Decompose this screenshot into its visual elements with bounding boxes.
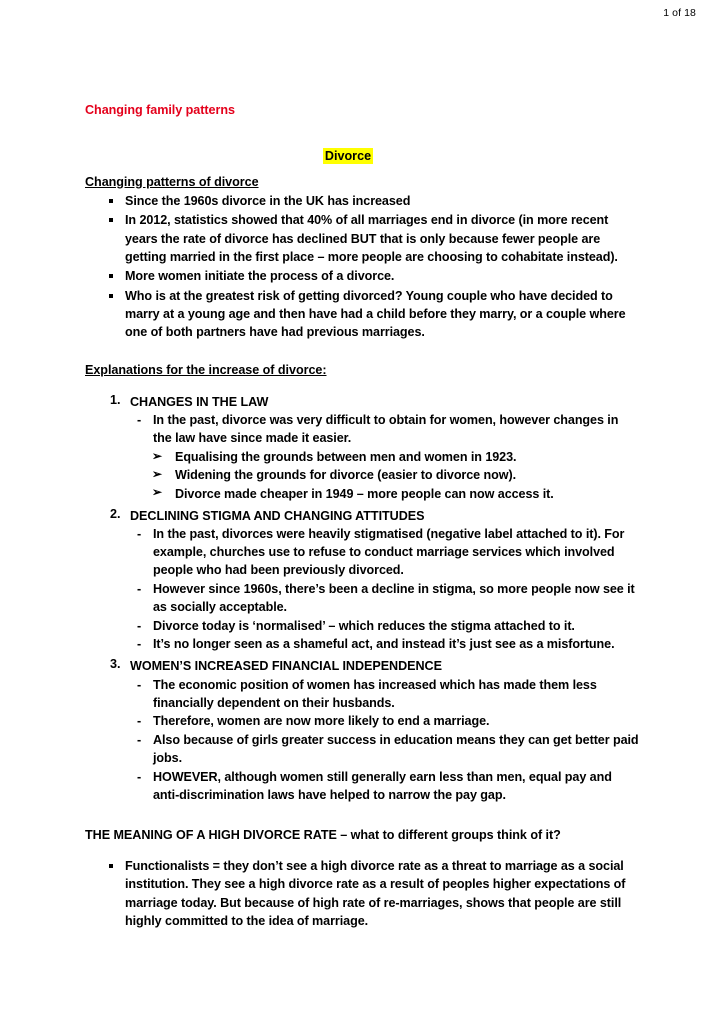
list-item: Since the 1960s divorce in the UK has increased (85, 192, 639, 210)
explanations-numbered-list (85, 393, 639, 804)
explanation-dash-list (130, 525, 639, 653)
changing-patterns-bullet-list (85, 192, 639, 342)
list-item: - HOWEVER, although women still generally earn less than men, equal pay and anti-discrimination laws have helped to narrow the pay gap. (130, 768, 639, 804)
topic-heading-highlight: Divorce (324, 148, 372, 163)
explanation-dash-list (130, 411, 639, 447)
section-heading-changing-patterns: Changing patterns of divorce (85, 174, 259, 189)
perspective-label: Functionalists (125, 859, 210, 874)
list-item (85, 857, 639, 930)
explanation-title: DECLINING STIGMA AND CHANGING ATTITUDES (130, 508, 425, 523)
perspective-text: = they don’t see a high divorce rate as a threat to marriage as a social institution. They see a high divorce rate as a result of peoples higher expectations of marriage today. But because of high rate of re-marriages, shows that people are still highly committed to the idea of marriage. (125, 859, 626, 928)
explanation-item-2 (85, 507, 639, 654)
list-item: ➢ Equalising the grounds between men and women in 1923. (130, 448, 639, 466)
section-heading-row-patterns (85, 173, 639, 191)
explanation-dash-list (130, 676, 639, 804)
spacer (85, 808, 639, 826)
document-title: Changing family patterns (85, 103, 235, 117)
meaning-heading (85, 826, 639, 844)
meaning-heading-rest: – what to different groups think of it? (336, 828, 561, 843)
spacer (85, 844, 639, 857)
section-heading-row-explanations (85, 361, 639, 379)
list-item: - However since 1960s, there’s been a decline in stigma, so more people now see it as socially acceptable. (130, 580, 639, 616)
explanation-arrow-list (130, 448, 639, 503)
explanation-title: WOMEN’S INCREASED FINANCIAL INDEPENDENCE (130, 659, 442, 674)
explanation-item-3 (85, 657, 639, 804)
list-item: In 2012, statistics showed that 40% of all marriages end in divorce (in more recent years the rate of divorce has declined BUT that is only because fewer people are getting married in the first place – more people are choosing to cohabitate instead). (85, 211, 639, 265)
meaning-bullet-list (85, 857, 639, 930)
section-heading-explanations: Explanations for the increase of divorce: (85, 362, 327, 377)
list-item: ➢ Widening the grounds for divorce (easier to divorce now). (130, 466, 639, 484)
meaning-heading-bold: THE MEANING OF A HIGH DIVORCE RATE (85, 828, 337, 843)
list-item: - In the past, divorce was very difficult to obtain for women, however changes in the law have since made it easier. (130, 411, 639, 447)
list-item: Who is at the greatest risk of getting divorced? Young couple who have decided to marry at a young age and then have had a child before they marry, or a couple where one of both partners have had previous marriages. (85, 287, 639, 341)
document-body (85, 104, 639, 931)
spacer (85, 343, 639, 361)
spacer (85, 380, 639, 393)
list-item: - In the past, divorces were heavily stigmatised (negative label attached to it). For example, churches use to refuse to conduct marriage services which involved people who had been previously divorced. (130, 525, 639, 579)
list-item: - Also because of girls greater success in education means they can get better paid jobs. (130, 731, 639, 767)
list-item: - It’s no longer seen as a shameful act, and instead it’s just see as a misfortune. (130, 635, 639, 653)
list-item: - Divorce today is ‘normalised’ – which reduces the stigma attached to it. (130, 617, 639, 635)
topic-heading-row (85, 147, 639, 165)
list-item: - The economic position of women has increased which has made them less financially dependent on their husbands. (130, 676, 639, 712)
list-item: More women initiate the process of a divorce. (85, 267, 639, 285)
explanation-item-1 (85, 393, 639, 503)
page-indicator: 1 of 18 (663, 7, 696, 19)
list-item: - Therefore, women are now more likely to end a marriage. (130, 712, 639, 730)
explanation-title: CHANGES IN THE LAW (130, 395, 269, 410)
list-item: ➢ Divorce made cheaper in 1949 – more people can now access it. (130, 485, 639, 503)
